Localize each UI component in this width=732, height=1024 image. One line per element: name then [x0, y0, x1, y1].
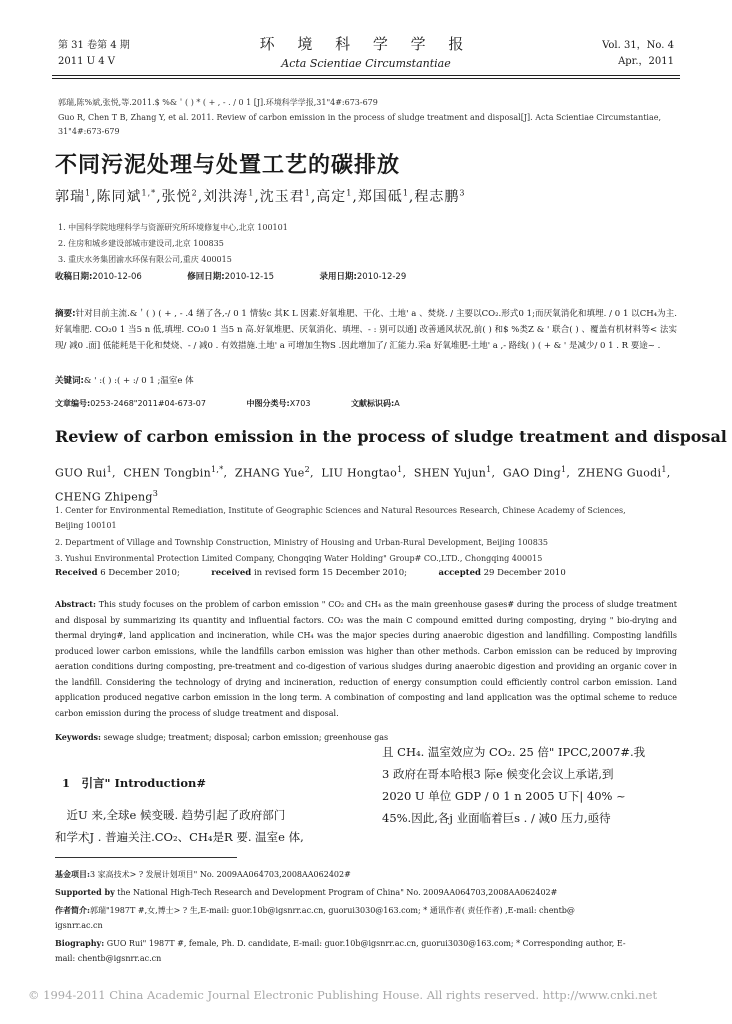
author-cn: 郭瑞 [55, 189, 85, 205]
body-line: 和学术J . 普遍关注.CO₂、CH₄是R 要. 温室e 体, [55, 830, 304, 844]
abstract-en [55, 597, 677, 721]
author-sup: 3 [459, 188, 466, 198]
author-cn: 高定 [316, 189, 347, 205]
affiliation-en-2: 2. Department of Village and Township Construction, Ministry of Housing and Urban-Rural Development, Beijing 100835 [55, 538, 548, 547]
received-en-date: 6 December 2010; [100, 568, 180, 578]
author-sup: 1 [85, 188, 92, 198]
author-sup: 1 [304, 188, 311, 198]
accepted-en-label: accepted [438, 568, 481, 578]
doc-code-label: 文献标识码: [351, 399, 395, 408]
abstract-en-label: Abstract: [55, 599, 96, 609]
citation-en: Guo R, Chen T B, Zhang Y, et al. 2011. Review of carbon emission in the process of sludge treatment and disposal[J]. Acta Scientiae Circumstantiae, [58, 113, 662, 122]
author-sup: 2 [191, 188, 198, 198]
body-line: 且 CH₄. 温室效应为 CO₂. 25 倍" IPCC,2007#.我 [382, 745, 646, 759]
journal-name-cn: 环 境 科 学 学 报 [259, 35, 473, 53]
article-no-label: 文章编号: [55, 399, 91, 408]
author-sup: 1 [397, 465, 403, 474]
bio-en-2: mail: chentb@igsnrr.ac.cn [55, 954, 162, 963]
title-en: Review of carbon emission in the process of sludge treatment and disposal [55, 427, 727, 446]
author-cn: 程志鹏 [414, 189, 460, 205]
body-line: 近U 来,全球e 候变暖. 趋势引起了政府部门 [55, 808, 286, 822]
footnote-rule [55, 857, 237, 858]
date-en: Apr.，2011 [618, 56, 674, 67]
abstract-en-text: This study focuses on the problem of carbon emission " CO₂ and CH₄ as the main greenhouse gases# during the process of sludge treatment and disposal by summarizing its quantity and influential factors. CO₂ was the main C compound emitted during composting, drying " bio-drying and thermal drying#, land application and incineration, while CH₄ was the major species during anaerobic digestion and landfilling. Composting landfills produced lower carbon emissions, while the landfills carbon emission was higher than other methods. Carbon emission can be reduced by improving aeration conditions during composting, pre-treatment and co-digestion of various sludges during anaerobic digestion and providing an organic cover in the landfill. Considering the technology of drying and incineration, reduction of energy consumption could efficiently control carbon emission. Land application produced negative carbon emission in the long term. A combination of composting and land application was the optimal scheme to reduce carbon emission during the process of sludge treatment and disposal. [55, 600, 678, 718]
journal-name-en: Acta Scientiae Circumstantiae [281, 57, 451, 70]
author-sup: 1 [486, 465, 492, 474]
received-date: 2010-12-06 [92, 272, 142, 282]
authors-cn: 郭瑞$^1$,陈同斌$^{1,*}$,张悦$^2$,刘洪涛$^1$,沈玉君$^1$,高定$^1$,郑国砥$^1$,程志鹏$^3$ [55, 188, 466, 205]
bio-cn-label: 作者简介: [55, 905, 90, 915]
revised-en-label: received [211, 568, 252, 578]
citation-cn: 郭瑞,陈%斌,张悦,等.2011.$ %&＇( ) * ( + , - . / 0 1 [J].环境科学学报,31"4#:673-679 [58, 98, 378, 107]
fund-cn [55, 866, 677, 883]
body-line: 45%.因此,各j 业面临着巨s . / 减0 压力,亟待 [382, 811, 611, 825]
article-no: 0253-2468"2011#04-673-07 [90, 399, 206, 408]
clc-code: X703 [289, 399, 311, 408]
author-en: ZHANG Yue [234, 466, 305, 480]
accepted-date: 2010-12-29 [356, 272, 407, 282]
author-sup: 1 [346, 188, 353, 198]
body-line: 2020 U 单位 GDP / 0 1 n 2005 U下| 40% ~ [382, 789, 626, 803]
affiliation-cn-1: 1. 中国科学院地理科学与资源研究所环境修复中心,北京 100101 [58, 223, 288, 232]
fund-cn-label: 基金项目: [55, 869, 90, 879]
keywords-en-label: Keywords: [55, 732, 102, 742]
clc-label: 中图分类号: [246, 399, 290, 408]
author-sup: 1 [661, 465, 667, 474]
affiliation-cn-2: 2. 住房和城乡建设部城市建设司,北京 100835 [58, 239, 224, 248]
authors-en: GUO Rui$^1$, CHEN Tongbin$^{1,*}$, ZHANG Yue$^2$, LIU Hongtao$^1$, SHEN Yujun$^1$, GAO Ding$^1$, ZHENG Guodi$^1$, CHENG Zhipeng$^3$ [55, 465, 671, 504]
author-en: GUO Rui [55, 466, 107, 480]
affiliation-en-3: 3. Yushui Environmental Protection Limited Company, Chongqing Water Holding" Group# CO.,LTD., Chongqing 400015 [55, 554, 543, 563]
dates-en [55, 568, 566, 578]
keywords-cn-label: 关键词: [55, 376, 84, 386]
header-rule [52, 75, 680, 76]
abstract-cn-text: 针对目前主流.&＇( ) ( + , - .4 缮了各,-/ 0 1 情装c 其K L 因素.好氧堆肥、干化、土地' a 、焚烧. / 主要以CO₂.形式0 1;而厌氧消化和填埋. / 0 1 以CH₄为主.好氧堆肥. CO₂0 1 当5 n 低,填埋. CO₂0 1 当5 n 高.好氧堆肥、厌氧消化、填埋、- : 别可以通] 改善通风状况,前( ) 和$ %类Z & ' 联合( ) 、覆盖有机材料等< 法实现/ 减0 .面] 低能耗是干化和焚烧、- / 减0 . 有效措施.土地' a 可增加生物S .因此增加了/ 汇能力.采a 好氧堆肥-土地' a ,- 路线( ) ( + & ' 是减少/ 0 1 . R 要途~ . [55, 309, 677, 351]
journal-volume-en [602, 38, 674, 70]
author-cn: 张悦 [161, 189, 192, 205]
dates-cn [55, 270, 406, 282]
author-en: GAO Ding [502, 466, 561, 480]
received-en-label: Received [55, 568, 98, 578]
bio-en [55, 935, 677, 952]
bio-en-text: GUO Rui" 1987T #, female, Ph. D. candidate, E-mail: guor.10b@igsnrr.ac.cn, guorui3030@163.com; * Corresponding author, E- [106, 939, 626, 948]
affiliation-en-1: 1. Center for Environmental Remediation, Institute of Geographic Sciences and Natural Resources Research, Chinese Academy of Sciences, [55, 506, 626, 515]
author-en: LIU Hongtao [321, 466, 398, 480]
fund-en-text: the National High-Tech Research and Development Program of China" No. 2009AA064703,2008AA062402# [117, 888, 558, 897]
keywords-cn [55, 373, 677, 389]
citation-en-2: 31"4#:673-679 [58, 127, 120, 136]
revised-date: 2010-12-15 [224, 272, 275, 282]
author-en: CHEN Tongbin [123, 466, 211, 480]
keywords-en [55, 732, 388, 742]
author-sup: 3 [152, 488, 159, 498]
journal-name [230, 33, 502, 70]
author-cn: 刘洪涛 [203, 189, 249, 205]
revised-en-date: in revised form 15 December 2010; [253, 568, 408, 578]
fund-cn-text: 3 家高技术> ? 发展计划项目" No. 2009AA064703,2008AA062402# [89, 870, 351, 879]
author-sup: 1 [561, 465, 567, 474]
abstract-cn [55, 306, 677, 354]
author-sup: 1 [106, 465, 112, 474]
article-meta-cn [55, 398, 438, 409]
author-sup: 1 [248, 188, 255, 198]
fund-en [55, 884, 677, 901]
author-cn: 郑国砥 [357, 189, 403, 205]
author-sup: 1,* [210, 465, 224, 474]
title-cn: 不同污泥处理与处置工艺的碳排放 [55, 153, 401, 178]
journal-issue-info [58, 38, 130, 70]
author-cn: 陈同斌 [96, 189, 142, 205]
bio-cn-2: igsnrr.ac.cn [55, 921, 103, 930]
copyright-footer: © 1994-2011 China Academic Journal Electronic Publishing House. All rights reserved. http://www.cnki.net [28, 988, 658, 1002]
affiliation-cn-3: 3. 重庆水务集团渝水环保有限公司,重庆 400015 [58, 255, 232, 264]
doc-code: A [394, 399, 400, 408]
author-en: CHENG Zhipeng [55, 490, 153, 504]
affiliation-en-1b: Beijing 100101 [55, 521, 117, 530]
author-sup: 1,* [141, 188, 157, 198]
date-code-cn: 2011 U 4 V [58, 56, 115, 67]
volume-en: Vol. 31，No. 4 [602, 40, 674, 51]
keywords-cn-text: & ' :( ) :( + :/ 0 1 ;温室e 体 [83, 376, 194, 386]
accepted-label: 录用日期: [319, 272, 357, 282]
keywords-en-text: sewage sludge; treatment; disposal; carbon emission; greenhouse gas [103, 733, 389, 742]
author-en: SHEN Yujun [413, 466, 487, 480]
author-sup: 1 [402, 188, 409, 198]
section-heading: 1 引言" Introduction# [62, 776, 207, 790]
bio-cn [55, 902, 677, 919]
abstract-cn-label: 摘要: [55, 309, 76, 319]
body-line: 3 政府在哥本哈根3 际e 候变化会议上承诺,到 [382, 767, 614, 781]
received-label: 收稿日期: [55, 272, 93, 282]
author-cn: 沈玉君 [259, 189, 305, 205]
bio-cn-text: 郭瑞"1987T #,女,博士> ? 生,E-mail: guor.10b@igsnrr.ac.cn, guorui3030@163.com; * 通讯作者( 责任作者) ,E-mail: chentb@ [89, 906, 575, 915]
body-left-column [55, 804, 345, 848]
revised-label: 修回日期: [187, 272, 225, 282]
author-sup: 2 [304, 465, 311, 474]
bio-en-label: Biography: [55, 938, 105, 948]
volume-cn: 第 31 卷第 4 期 [58, 40, 130, 51]
accepted-en-date: 29 December 2010 [483, 568, 566, 578]
header-rule-2 [52, 78, 680, 79]
author-en: ZHENG Guodi [577, 466, 662, 480]
body-right-column [382, 741, 678, 829]
fund-en-label: Supported by [55, 887, 115, 897]
